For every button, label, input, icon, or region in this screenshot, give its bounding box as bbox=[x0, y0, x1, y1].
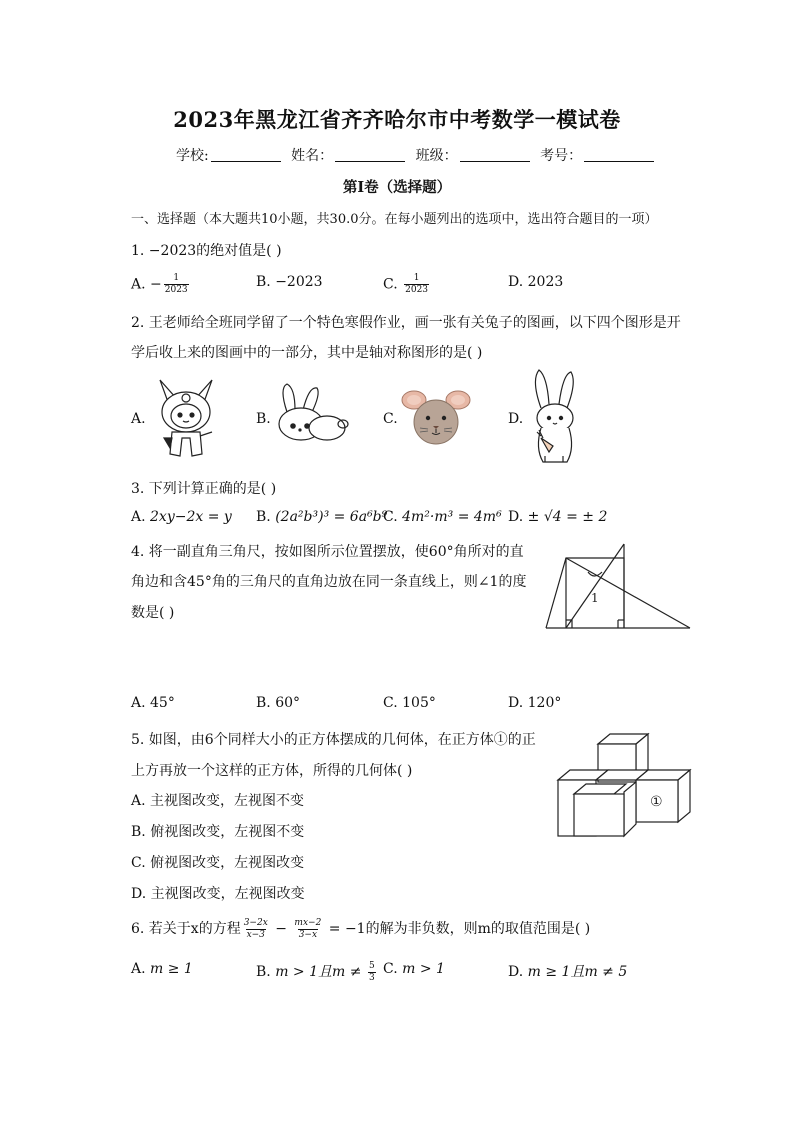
q6-option-c[interactable]: C. m > 1 bbox=[383, 961, 445, 977]
q3-option-c[interactable]: C. 4m²·m³ = 4m⁶ bbox=[383, 509, 502, 525]
q6-option-a[interactable]: A. m ≥ 1 bbox=[131, 961, 193, 977]
school-label: 学校: bbox=[176, 148, 209, 164]
q3-option-b[interactable]: B. (2a²b³)³ = 6a⁶b⁹ bbox=[256, 509, 388, 525]
q2-option-b[interactable]: B. bbox=[256, 411, 271, 427]
q3-option-a[interactable]: A. 2xy−2x = y bbox=[131, 509, 232, 525]
question-6-stem: 6. 若关于x的方程 $\frac{3-2x}{x-3}$ − $\frac{mx-2}{3-x}$ = −1的解为非负数，则m的取值范围是( ) bbox=[131, 917, 591, 940]
question-5-stem-line1: 5. 如图，由6个同样大小的正方体摆成的几何体，在正方体①的正 bbox=[131, 732, 536, 748]
cube-1-label: ① bbox=[650, 794, 663, 810]
question-1-stem: 1. −2023的绝对值是( ) bbox=[131, 243, 282, 259]
q2-option-a[interactable]: A. bbox=[131, 411, 146, 427]
q4-option-c[interactable]: C. 105° bbox=[383, 695, 436, 711]
question-4-stem-line3: 数是( ) bbox=[131, 605, 175, 621]
q4-option-a[interactable]: A. 45° bbox=[131, 695, 175, 711]
rabbit-face-drawing bbox=[400, 382, 472, 448]
q2-option-c[interactable]: C. bbox=[383, 411, 398, 427]
lying-rabbit-drawing bbox=[273, 382, 351, 444]
name-blank[interactable] bbox=[335, 147, 405, 162]
q2-option-d[interactable]: D. bbox=[508, 411, 524, 427]
exam-title: 2023年黑龙江省齐齐哈尔市中考数学一模试卷 bbox=[173, 107, 621, 132]
fraction: $\frac{5}{3}$ bbox=[368, 960, 375, 983]
q5-option-c[interactable]: C. 俯视图改变，左视图改变 bbox=[131, 855, 305, 871]
class-label: 班级： bbox=[415, 148, 458, 164]
name-label: 姓名： bbox=[291, 148, 334, 164]
q5-option-b[interactable]: B. 俯视图改变，左视图不变 bbox=[131, 824, 305, 840]
rabbit-costume-drawing bbox=[150, 376, 222, 464]
question-4-stem-line1: 4. 将一副直角三角尺，按如图所示位置摆放，使60°角所对的直 bbox=[131, 544, 524, 560]
q1-option-d[interactable]: D. 2023 bbox=[508, 274, 564, 290]
question-2-stem-line2: 学后收上来的图画中的一部分，其中是轴对称图形的是( ) bbox=[131, 345, 483, 361]
q3-option-d[interactable]: D. ± √4 = ± 2 bbox=[508, 509, 608, 525]
q5-option-a[interactable]: A. 主视图改变，左视图不变 bbox=[131, 793, 305, 809]
q1-option-a[interactable]: A. − $\frac{1}{2023}$ bbox=[131, 273, 188, 295]
part-one-heading: 一、选择题（本大题共10小题，共30.0分。在每小题列出的选项中，选出符合题目的一项） bbox=[131, 212, 658, 227]
fraction: $\frac{3-2x}{x-3}$ bbox=[243, 917, 268, 940]
q1-option-c[interactable]: C. $\frac{1}{2023}$ bbox=[383, 273, 429, 295]
fraction: $\frac{mx-2}{3-x}$ bbox=[294, 917, 322, 940]
question-4-stem-line2: 角边和含45°角的三角尺的直角边放在同一条直线上，则∠1的度 bbox=[131, 574, 527, 590]
student-info-line bbox=[176, 145, 660, 165]
fraction: $\frac{1}{2023}$ bbox=[164, 273, 188, 295]
q4-option-d[interactable]: D. 120° bbox=[508, 695, 562, 711]
triangles-figure bbox=[544, 542, 694, 630]
section-heading: 第I卷（选择题） bbox=[342, 179, 452, 196]
fraction: $\frac{1}{2023}$ bbox=[405, 273, 429, 295]
class-blank[interactable] bbox=[460, 147, 530, 162]
exam-number-blank[interactable] bbox=[584, 147, 654, 162]
q6-option-b[interactable]: B. m > 1且m ≠ $\frac{5}{3}$ bbox=[256, 960, 375, 983]
angle-1-label: 1 bbox=[591, 591, 599, 605]
cubes-figure bbox=[556, 732, 692, 838]
rabbit-with-carrot-drawing bbox=[527, 368, 583, 466]
q6-option-d[interactable]: D. m ≥ 1且m ≠ 5 bbox=[508, 964, 628, 980]
question-3-stem: 3. 下列计算正确的是( ) bbox=[131, 481, 277, 497]
q4-option-b[interactable]: B. 60° bbox=[256, 695, 301, 711]
exam-number-label: 考号： bbox=[540, 148, 583, 164]
q1-option-b[interactable]: B. −2023 bbox=[256, 274, 323, 290]
question-2-stem-line1: 2. 王老师给全班同学留了一个特色寒假作业，画一张有关兔子的图画，以下四个图形是开 bbox=[131, 315, 681, 331]
school-blank[interactable] bbox=[211, 147, 281, 162]
q5-option-d[interactable]: D. 主视图改变，左视图改变 bbox=[131, 886, 305, 902]
question-5-stem-line2: 上方再放一个这样的正方体，所得的几何体( ) bbox=[131, 763, 413, 779]
